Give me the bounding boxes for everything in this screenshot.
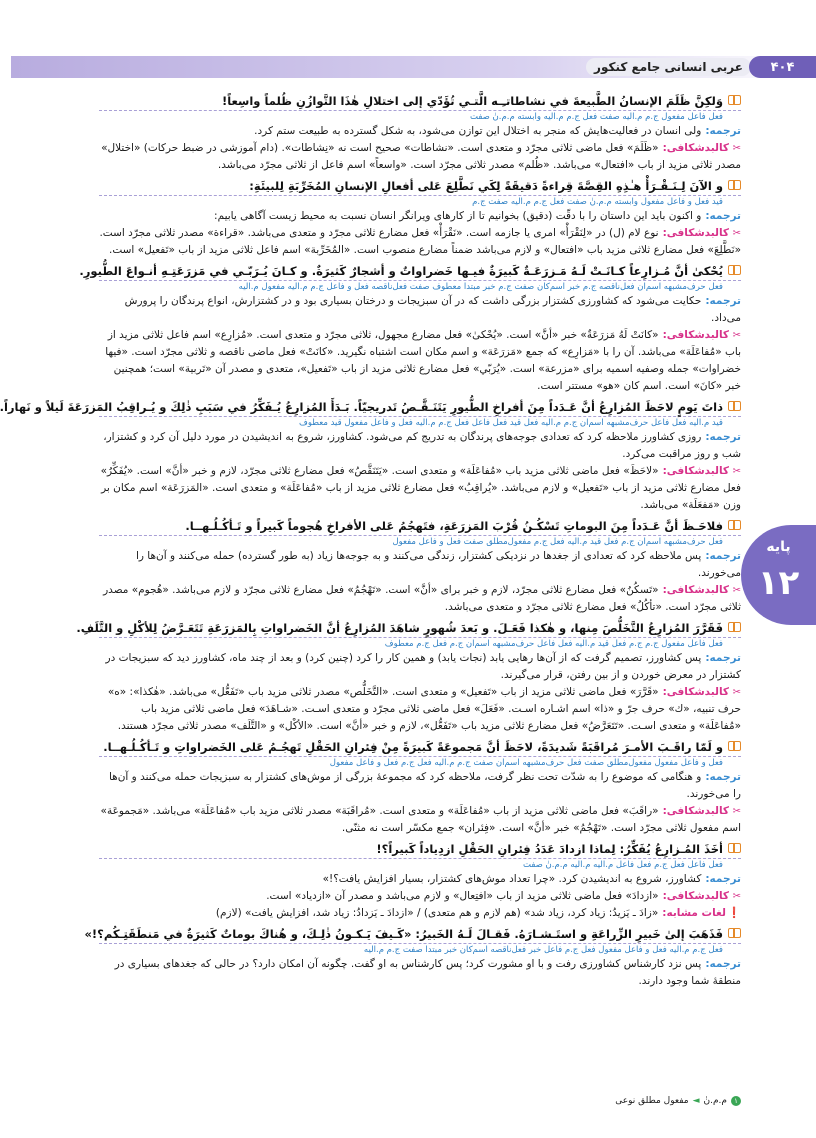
translation-label: ترجمه:: [705, 210, 741, 222]
book-icon: [728, 180, 741, 190]
translation-text: و اکنون باید این داستان را با دقّت (دقیق) بخوانیم تا از کارهای ویرانگر انسان نسبت به محیط زیست آگاهی یابیم:: [214, 210, 702, 222]
grammar-tags: فعل حرف‌مشبهه اسم‌ان فعل‌ناقصه ج.م خبر اسم‌کان صفت ج.م خبر مبتدا معطوف صفت فعل‌ناقصه فعل و فاعل ج.م م.اليه مفعول م.اليه: [238, 282, 723, 292]
text-block: [76, 619, 741, 735]
scissors-icon: ✂: [732, 330, 741, 341]
page-number: ۴۰۴: [749, 56, 816, 78]
text-block: [79, 262, 741, 395]
book-icon: [728, 622, 741, 632]
footnote-term: م.م.نٰ: [703, 1096, 727, 1106]
analysis-label: کالبدشکافی:: [662, 465, 729, 477]
analysis-label: کالبدشکافی:: [662, 805, 729, 817]
scissors-icon: ✂: [732, 143, 741, 154]
grammar-tags: فعل حرف‌مشبهه اسم‌ان ج.م فعل قيد م.اليه فعل ج.م مفعول‌مطلق صفت فعل و فاعل مفعول: [392, 537, 723, 547]
arabic-sentence: [99, 517, 741, 536]
analysis-text: «قَرَّرَ» فعل ماضی ثلاثی مزید از باب «تَفعیل» و متعدی است. «التَّخَلُّص» مصدر ثلاثی مزید باب «تَفَعُّل» می‌باشد. «هٰكذا»: «ه» حرف تنبیه، «ك» حرف جرّ و «ذا» اسم اشـاره اسـت. «فَعَلَ» فعل ماضی ثلاثی مجرّد و متعدی اسـت. «شـاهَدَ» فعل ماضی ثلاثی مزید باب «مُفاعَلَة» و متعدی اسـت. «تَتَعَرَّضُ» فعل مضارع ثلاثی مزید باب «تَفَعُّل»، لازم و خبر «أنَّ» است. «الأكْل» و «التَّلَف» مصدر ثلاثی مجرّد هستند.: [107, 686, 741, 732]
text-block: [0, 398, 741, 514]
grade-label: پایه: [766, 539, 791, 555]
grade-number: ۱۲: [757, 563, 800, 603]
translation-label: ترجمه:: [705, 958, 741, 970]
text-block: [99, 517, 741, 616]
translation-text: ولی انسان در فعالیت‌هایش که منجر به اختلال این توازن می‌شود، به شکل گسترده به طبیعت ستم کرد.: [254, 125, 702, 137]
book-icon: [728, 265, 741, 275]
grammar-tags: فعل فاعل مفعول ج.م م.اليه صفت فعل ج.م م.اليه وابسته م.م.نٰ صفت: [469, 112, 723, 122]
analysis: [99, 225, 741, 242]
text-block: [99, 177, 741, 259]
translation-text: و هنگامی که موضوع را به شدّت تحت نظر گرفت، ملاحظه کرد که مجموعهٔ بزرگی از موش‌های کشتزار به سبزیجات حمله می‌کنند و آن‌ها را می‌خورند.: [108, 771, 741, 800]
translation-text: حکایت می‌شود که کشاورزی کشتزار بزرگی داشت که در آن سبزیجات و درختان بسیاری بود و در کشتزارش، انواع پرندگان را پرورش می‌داد.: [124, 295, 741, 324]
scissors-icon: ✂: [732, 687, 741, 698]
arabic-sentence: [0, 398, 741, 417]
arrow-left-icon: ◄: [692, 1096, 700, 1106]
grammar-tags: فعل فاعل مفعول ج.م ج.م فعل قيد م.اليه فعل فاعل حرف‌مشبهه اسم‌ان ج.م فعل ج.م معطوف: [384, 639, 723, 649]
translation: [99, 429, 741, 463]
translation-text: کشاورز، شروع به اندیشیدن کرد. «چرا تعداد موش‌های کشتزار، بسیار افزایش یافت؟!»: [322, 873, 702, 885]
arabic-text: فَذَهَبَ إلىٰ خَبيرِ الزِّراعَةِ و استَـشـارَهُ. فَقـالَ لَـهُ الخَبيرُ: «كَـيفَ يَـكـونُ ذٰلِـكَ، و هُناكَ بوماتٌ كَثيرَةٌ في مَنطَقَتِـكُم؟!»: [84, 927, 723, 941]
book-icon: [728, 520, 741, 530]
footnote: [571, 1096, 741, 1106]
book-icon: [728, 741, 741, 751]
warning-icon: ❗: [727, 907, 741, 919]
analysis: [99, 463, 741, 514]
analysis: [99, 803, 741, 837]
grammar-tags: قید فعل و فاعل مفعول وابسته م.م.نٰ صفت فعل ج.م م.اليه صفت ج.م: [472, 197, 723, 207]
translation-label: ترجمه:: [705, 652, 741, 664]
book-icon: [728, 401, 741, 411]
book-icon: [728, 928, 741, 938]
arabic-sentence: [76, 619, 741, 638]
translation-text: پس کشاورز، تصمیم گرفت که از آن‌ها رهایی یابد (نجات یابد) و همین کار را کرد (چنین کرد) و بعد از چند ماه، کشاورز دید که سبزیجات در کشتزار در معرض خوردن و از بین رفتن، قرار می‌گیرند.: [105, 652, 741, 681]
analysis-label: کالبدشکافی:: [662, 584, 729, 596]
similar-text: «زادَ ـ يَزيدُ: زیاد کرد، زیاد شد» (هم لازم و هم متعدی) / «ازدادَ ـ يَزدادُ: زیاد شد، افزایش یافت» (لازم): [215, 907, 659, 919]
analysis-text: «ازدادَ» فعل ماضی ثلاثی مزید از باب «افتِعال» و لازم می‌باشد و مصدر آن «ازدیاد» است.: [266, 890, 659, 902]
book-icon: [728, 95, 741, 105]
analysis-label: کالبدشکافی:: [662, 142, 729, 154]
arabic-text: يُحْكىٰ أنَّ مُـزارِعاً كـانَـتْ لَـهُ مَـزرَعَـةٌ كَبيرَةٌ فيـها خَضراواتٌ و أشجارٌ كَثيرَةٌ. و كـانَ يُـرَبّـي في مَزرَعَتِـهِ أنـواعَ الطُّيورِ.: [79, 264, 723, 278]
analysis-text: «ظَلَمَ» فعل ماضی ثلاثی مجرّد و متعدی است. «نشاطات» صحیح است نه «نِشاطات». (دام آموزشی در ضبط حرکات) «اختلال» مصدر ثلاثی مزید از باب «افتعال» می‌باشد. «ظُلم» مصدر ثلاثی مجرّد است. «واسعاً» اسم فاعل از ثلاثی مجرّد می‌باشد.: [101, 142, 741, 171]
arabic-text: وَلكِنَّ ظَلَمَ الإنسانُ الطَّبيعةَ في نشاطاتـِـه الَّتـي تُؤَدّي إلى اختلالِ هٰذَا التَّوازُنِ ظُلماً واسِعاً!: [221, 94, 723, 108]
similar-words: [99, 905, 741, 922]
scissors-icon: ✂: [732, 585, 741, 596]
translation-text: پس نزد کارشناس کشاورزی رفت و با او مشورت کرد؛ پس کارشناس به او گفت. چگونه آن امکان دارد؟ در حالی که جغدهای بسیاری در منطقهٔ شما وجود دارند.: [114, 958, 741, 987]
similar-label: لغات مشابه:: [662, 907, 726, 919]
arabic-sentence: [99, 177, 741, 196]
text-block: [99, 840, 741, 922]
arabic-text: فَقَرَّرَ المُزارِعُ التَّخَلُّصَ مِنها، و هٰكذا فَعَـلَ. و بَعدَ شُهورٍ شاهَدَ المُزارِعُ أنَّ الخَضراواتِ بِالمَزرَعَةِ تَتَعَـرَّضُ لِلأكْلِ و التَّلَفِ.: [76, 621, 723, 635]
analysis: [99, 582, 741, 616]
analysis-continued: «نَطَّلِعَ» فعل مضارع ثلاثی مزید باب «افتعال» و لازم می‌باشد ضمناً مضارع منصوب است. «المُخَرِّبة» اسم فاعل ثلاثی مزید از باب «تَفعیل» است.: [108, 244, 741, 256]
footnote-meaning: مفعول مطلق نوعی: [615, 1096, 689, 1106]
analysis-label: کالبدشکافی:: [662, 890, 729, 902]
header-title: عربی انسانی جامع کنکور: [586, 58, 751, 76]
main-content: [0, 92, 741, 993]
arabic-text: و لَمّا راقَـبَ الأمـرَ مُراقَبَةً شَديدَةً، لاحَظَ أنَّ مَجموعَةً كَبيرَةً مِنْ فِئرانِ الحَقْلِ تَهجُـمُ عَلى الخَضراواتِ و تَـأكُـلُـهــا.: [103, 740, 723, 754]
arabic-sentence: [79, 262, 741, 281]
analysis-text: نوع لام (ل) در «لِنَقْرَأْ» امری یا جازمه است. «نَقْرَأْ» فعل مضارع ثلاثی مجرّد و متعدی می‌باشد. «قراءة» مصدر ثلاثی مجرّد است.: [99, 227, 659, 239]
arabic-sentence: [99, 840, 741, 859]
text-block: [99, 738, 741, 837]
analysis-label: کالبدشکافی:: [662, 227, 729, 239]
arabic-sentence: [99, 92, 741, 111]
translation-label: ترجمه:: [705, 873, 741, 885]
scissors-icon: ✂: [732, 891, 741, 902]
translation-label: ترجمه:: [705, 431, 741, 443]
translation-text: پس ملاحظه کرد که تعدادی از جغدها در نزدیکی کشتزار، زندگی می‌کنند و به جوجه‌ها زیاد (به طور گسترده) حمله می‌کنند و آن‌ها را می‌خورند.: [135, 550, 741, 579]
scissors-icon: ✂: [732, 466, 741, 477]
analysis-text: «تَسكُنُ» فعل مضارع ثلاثی مجرّد، لازم و خبر برای «أنَّ» است. «تَهْجُمُ» فعل مضارع ثلاثی مجرّد و لازم می‌باشد. «هُجوم» مصدر ثلاثی مجرّد است. «تأكُلُ» فعل مضارع ثلاثی مجرّد و متعدی می‌باشد.: [103, 584, 741, 613]
translation-label: ترجمه:: [705, 771, 741, 783]
analysis-text: «لاحَظَ» فعل ماضی ثلاثی مزید باب «مُفاعَلَة» و متعدی است. «يَتَنَقَّصُ» فعل مضارع ثلاثی مجرّد، لازم و خبر «أنَّ» است. «يُفَكِّرُ» فعل مضارع ثلاثی مزید از باب «تَفعیل» و لازم می‌باشد. «يُراقِبُ» فعل مضارع ثلاثی مزید از باب «مُفاعَلَة» و متعدی است. «المَزرَعَة» اسم مکان بر وزن «مَفعَلَة» می‌باشد.: [100, 465, 741, 511]
translation: [99, 956, 741, 990]
footnote-number: ۱: [731, 1096, 741, 1106]
translation-label: ترجمه:: [705, 295, 741, 307]
analysis-text: «راقَبَ» فعل ماضی ثلاثی مزید از باب «مُفاعَلَة» و متعدی است. «مُراقَبَة» مصدر ثلاثی مزید باب «مُفاعَلَة» می‌باشد. «مَجموعَة» اسم مفعول ثلاثی مجرّد است. «تَهْجُمُ» خبر «أنَّ» است. «فِئران» جمع مکسّر است نه مثنّی.: [100, 805, 741, 834]
arabic-text: ذاتَ يَومٍ لاحَظَ المُزارِعُ أنَّ عَـدَداً مِنَ أفراخِ الطُّيورِ يَتَنَـقَّـصُ تَدريجيّاً. بَـدَأَ المُزارِعُ يُـفَكِّرُ في سَبَبِ ذٰلِكَ و يُـراقِبُ المَزرَعَةَ لَيلاً و نَهاراً.: [0, 400, 723, 414]
text-block: [99, 92, 741, 174]
translation: [99, 548, 741, 582]
analysis-text: «كانَتْ لَهُ مَزرَعَةٌ» خبر «أنَّ» است. «يُحْكىٰ» فعل مضارع مجهول، ثلاثی مجرّد و متعدی است. «مُزارِع» اسم فاعل ثلاثی مزید از باب «مُفاعَلَة» می‌باشد. آن را با «مَزارِع» که جمع «مَزرَعَة» و اسم مکان است اشتباه نگیرید. «كانَتْ» فعل ماضی ناقصه و ثلاثی مجرّد است. «فيها خضراوات» جمله وصفیه اسمیه برای «مزرعة» است. «يُرَبّي» فعل مضارع ثلاثی مزید از باب «تَفعیل»، متعدی و مصدر آن «تَربية» است؛ همچنین خبر «كانَ» است. اسم كان «هو» مستتر است.: [105, 329, 741, 392]
translation: [99, 208, 741, 225]
grammar-tags: فعل فاعل فعل ج.م فعل فاعل م.اليه م.اليه م.م.نٰ صفت: [522, 860, 723, 870]
grammar-tags: قید م.اليه فعل فاعل حرف‌مشبهه اسم‌ان ج.م م.اليه فعل قيد فعل فاعل فعل ج.م م.اليه فعل و فاعل مفعول قيد معطوف: [299, 418, 723, 428]
translation-label: ترجمه:: [705, 550, 741, 562]
translation: [99, 650, 741, 684]
translation-label: ترجمه:: [705, 125, 741, 137]
grade-side-tab: [741, 525, 816, 625]
grammar-tags: فعل ج.م م.اليه فعل و فاعل مفعول فعل ج.م فاعل خبر فعل‌ناقصه اسم‌کان خبر مبتدا صفت ج.م م.اليه: [363, 945, 723, 955]
translation: [99, 293, 741, 327]
translation: [99, 769, 741, 803]
analysis: [99, 684, 741, 735]
arabic-text: فلاحَـظَ أنَّ عَـدَداً مِنَ البوماتِ تَسْكُـنُ قُرْبَ المَزرَعَةِ، فتَهجُمُ عَلى الأفراخِ هُجوماً كَبيراً و تَـأكُـلُـهــا.: [185, 519, 723, 533]
translation-text: روزی کشاورز ملاحظه کرد که تعدادی جوجه‌های پرندگان به تدریج کم می‌شود. کشاورز، شروع به اندیشیدن در مورد دلیل آن کرد و کشتزار، شب و روز مراقبت می‌کرد.: [103, 431, 741, 460]
analysis: [99, 140, 741, 174]
translation: [99, 871, 741, 888]
analysis: [99, 327, 741, 395]
scissors-icon: ✂: [732, 228, 741, 239]
analysis-label: کالبدشکافی:: [662, 329, 729, 341]
scissors-icon: ✂: [732, 806, 741, 817]
grammar-tags: فعل و فاعل مفعول مفعول‌مطلق صفت فعل حرف‌مشبهه اسم‌ان صفت ج.م م.اليه فعل ج.م فعل و فاعل مفعول: [329, 758, 723, 768]
book-icon: [728, 843, 741, 853]
arabic-text: أخَذَ المُـزارِعُ يُفَكِّرُ: لِماذا ازدادَ عَدَدُ فِئرانِ الحَقْلِ ازدِياداً كَبيراً؟!: [376, 842, 723, 856]
analysis: [99, 888, 741, 905]
analysis-label: کالبدشکافی:: [662, 686, 729, 698]
text-block: [84, 925, 741, 990]
arabic-sentence: [99, 738, 741, 757]
arabic-sentence: [84, 925, 741, 944]
translation: [99, 123, 741, 140]
arabic-text: و الآنَ لِـنَـقْـرَأْ هـٰذِهِ القِصَّةَ قِراءةً دَقيقَةً لِكَي نَطَّلِعَ عَلى أفعالِ الإنسانِ المُخَرِّبَةِ لِلبيئَةِ:: [249, 179, 723, 193]
